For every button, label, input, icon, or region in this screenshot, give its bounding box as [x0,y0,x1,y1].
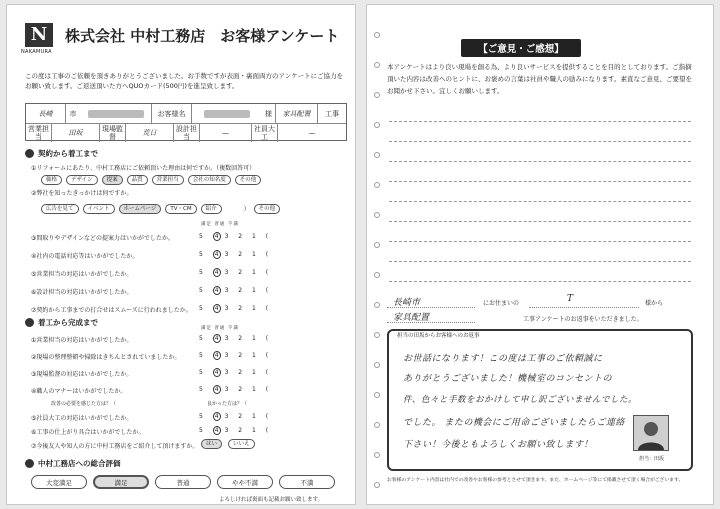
customer-label: お客様名 [152,104,192,123]
reply-message-header: 担当の田坂からお客様へのお返事 [397,333,480,339]
option-paren: ） [243,206,250,213]
staff-avatar [633,415,669,451]
reply-line-1: お世話になります！この度は工事のご依頼誠に [403,354,603,364]
option-sales[interactable]: 営業担当 [152,175,184,185]
rating-q8[interactable]: 5 4 3 2 1 ( [199,335,273,342]
q14-options [201,439,255,449]
overall-very-satisfied[interactable]: 大変満足 [31,475,87,489]
feedback-footer: お客様のアンケート内容は社内での改善やお客様の参考とさせて頂きます。また、ホームページ等にて掲載させて頂く場合がございます。 [387,478,684,483]
question-13: ⑥工事の仕上がり具合はいかがでしたか。 [31,429,145,436]
rating-q13[interactable]: 5 4 3 2 1 ( [199,427,273,434]
option-design[interactable]: デザイン [66,175,98,185]
reply-line-5: 下さい！今後ともよろしくお願い致します！ [403,440,594,450]
sales-value: 田坂 [52,124,100,142]
selected-rating: 4 [214,287,219,294]
rating-q4[interactable]: 5 4 3 2 1 ( [199,251,273,258]
question-4: ④社内の電話対応等はいかがでしたか。 [31,253,139,260]
improvement-prompt: 改善の必要を感じた方は？（ [51,401,117,407]
carpenter-value: — [308,129,316,137]
question-7: ⑦契約から工事までの打合せはスムーズに行われましたか。 [31,307,192,314]
rating-q7[interactable]: 5 4 3 2 1 ( [199,305,273,312]
customer-redacted [192,104,262,123]
question-6: ⑥設計担当の対応はいかがでしたか。 [31,289,133,296]
option-price[interactable]: 価格 [41,175,62,185]
option-reputation[interactable]: 会社の知名度 [188,175,231,185]
selected-rating: 4 [214,269,219,276]
page-footer-note: よろしければ裏面も記載お願い致します。 [219,497,324,503]
selected-rating: 4 [214,386,219,393]
overall-satisfied[interactable]: 満足 [93,475,149,489]
blank-line [389,241,691,242]
reply-work-label: 工事アンケートのお返事をいただきました。 [523,316,643,323]
city-label: 市 [69,109,77,118]
page-title: 株式会社 中村工務店 お客様アンケート [65,27,340,45]
question-8: ①営業担当の対応はいかがでしたか。 [31,337,133,344]
question-9: ②現場の整理整頓や掃除はきちんとされていましたか。 [31,354,181,361]
question-12: ⑤社員大工の対応はいかがでしたか。 [31,415,133,422]
work-value: 家具配置 [276,104,318,123]
work-label: 工事 [325,109,339,118]
question-1: ①リフォームにあたり、中村工務店にご依頼頂いた理由は何ですか。（複数回答可） [31,165,256,172]
person-icon [634,416,668,450]
survey-intro: この度は工事のご依頼を頂きありがとうございました。お手数ですが表面・裏面両方のアンケートにご協力をお願い致します。ご返送頂いた方へQUOカード(500円)を進呈致します。 [25,72,344,90]
option-homepage[interactable]: ホームページ [119,204,162,214]
rating-q6[interactable]: 5 4 3 2 1 ( [199,287,273,294]
selected-rating: 4 [214,369,219,376]
option-referral[interactable]: 紹介 [201,204,222,214]
option-ad[interactable]: 広告を見て [41,204,79,214]
question-3: ③間取りやデザインなどの提案力はいかがでしたか。 [31,235,174,242]
rating-q3[interactable]: 5 4 3 2 1 ( [199,233,273,240]
binding-holes-icon [373,5,381,505]
option-no[interactable]: いいえ [228,439,255,449]
feedback-title: 【ご意見・ご感想】 [461,39,581,57]
option-event[interactable]: イベント [83,204,115,214]
bullet-icon [25,318,34,327]
selected-rating: 4 [214,352,219,359]
question-11: ④職人のマナーはいかがでしたか。 [31,388,127,395]
survey-back-page [366,4,714,505]
rating-q9[interactable]: 5 4 3 2 1 ( [199,352,273,359]
survey-front-page [6,4,356,505]
overall-rating [31,475,335,489]
selected-rating: 4 [214,335,219,342]
question-2: ②弊社を知ったきっかけは何ですか。 [31,190,133,197]
city-underline [387,307,475,308]
blank-line [389,261,691,262]
selected-rating: 4 [214,251,219,258]
address-redacted [80,104,152,123]
overall-neutral[interactable]: 普通 [155,475,211,489]
rating-q12[interactable]: 5 4 3 2 1 ( [199,413,273,420]
blank-line [389,181,691,182]
option-other-2[interactable]: その他 [254,204,281,214]
sales-label: 営業担当 [26,124,52,142]
option-proposal[interactable]: 提案 [102,175,123,185]
selected-rating: 4 [214,305,219,312]
q2-options [41,204,280,214]
customer-info-table [25,103,347,141]
option-tv[interactable]: TV・CM [165,204,196,214]
reply-line-4: でした。 またの機会にご用命ございましたらご連絡 [403,418,625,428]
work-underline [387,322,475,323]
design-value: — [200,124,252,142]
reply-honorific: 様から [645,300,664,307]
section-header-overall: 中村工務店への総合評価 [25,458,121,469]
signer-label: 担当：田坂 [639,456,665,462]
site-label: 現場監督 [100,124,126,142]
company-logo: N [25,23,53,47]
rating-q10[interactable]: 5 4 3 2 1 ( [199,369,273,376]
blank-line [389,161,691,162]
overall-dissatisfied[interactable]: 不満 [279,475,335,489]
question-14: ⑦今後友人や知人の方に中村工務店をご紹介して頂けますか。 [31,443,199,450]
question-5: ⑤営業担当の対応はいかがでしたか。 [31,271,133,278]
rating-q11[interactable]: 5 4 3 2 1 ( [199,386,273,393]
overall-somewhat-dissatisfied[interactable]: やや不満 [217,475,273,489]
bullet-icon [25,149,34,158]
address-label: にお住まいの [483,300,520,307]
selected-rating: 4 [214,427,219,434]
selected-rating: 4 [214,233,219,240]
city-value: 長崎 [26,104,66,123]
reply-name: T [567,294,574,304]
reply-line-3: 件、色々と手数をおかけして申し訳ございませんでした。 [403,395,638,405]
option-quality[interactable]: 品質 [127,175,148,185]
blank-line [389,201,691,202]
reply-line-2: ありがとうございました！機械室のコンセントの [403,374,613,384]
option-other[interactable]: その他 [235,175,262,185]
design-label: 設計担当 [174,124,200,142]
blank-line [389,121,691,122]
logo-text: NAKAMURA [21,49,52,55]
blank-line [389,281,691,282]
bullet-icon [25,459,34,468]
reply-work: 家具配置 [393,313,430,323]
blank-line [389,221,691,222]
carpenter-label: 社員大工 [252,124,278,142]
question-10: ③現場監督の対応はいかがでしたか。 [31,371,133,378]
good-prompt: 良かった方は？（ [207,401,248,407]
q1-options [41,175,261,185]
reply-city: 長崎市 [393,298,421,308]
selected-rating: 4 [214,413,219,420]
blank-line [389,141,691,142]
section-header-construction: 着工から完成まで [25,317,98,328]
option-yes[interactable]: はい [201,439,222,449]
section-header-contract: 契約から着工まで [25,148,98,159]
rating-q5[interactable]: 5 4 3 2 1 ( [199,269,273,276]
honorific: 様 [262,104,276,123]
site-value: 荒日 [126,124,174,142]
rating-scale-header-2: 満足 普通 不満 [201,326,239,331]
feedback-intro: 本アンケートはより良い現場を創る為、より良いサービスを提供することを目的としております。ご指摘頂いた内容は改善へのヒントに、お褒めの言葉は社員や職人の励みになります。素直なご意見、ご要望をお聞かせ下さい。宜しくお願いします。 [387,63,692,95]
rating-scale-header: 満足 普通 不満 [201,222,239,227]
name-underline [529,307,639,308]
